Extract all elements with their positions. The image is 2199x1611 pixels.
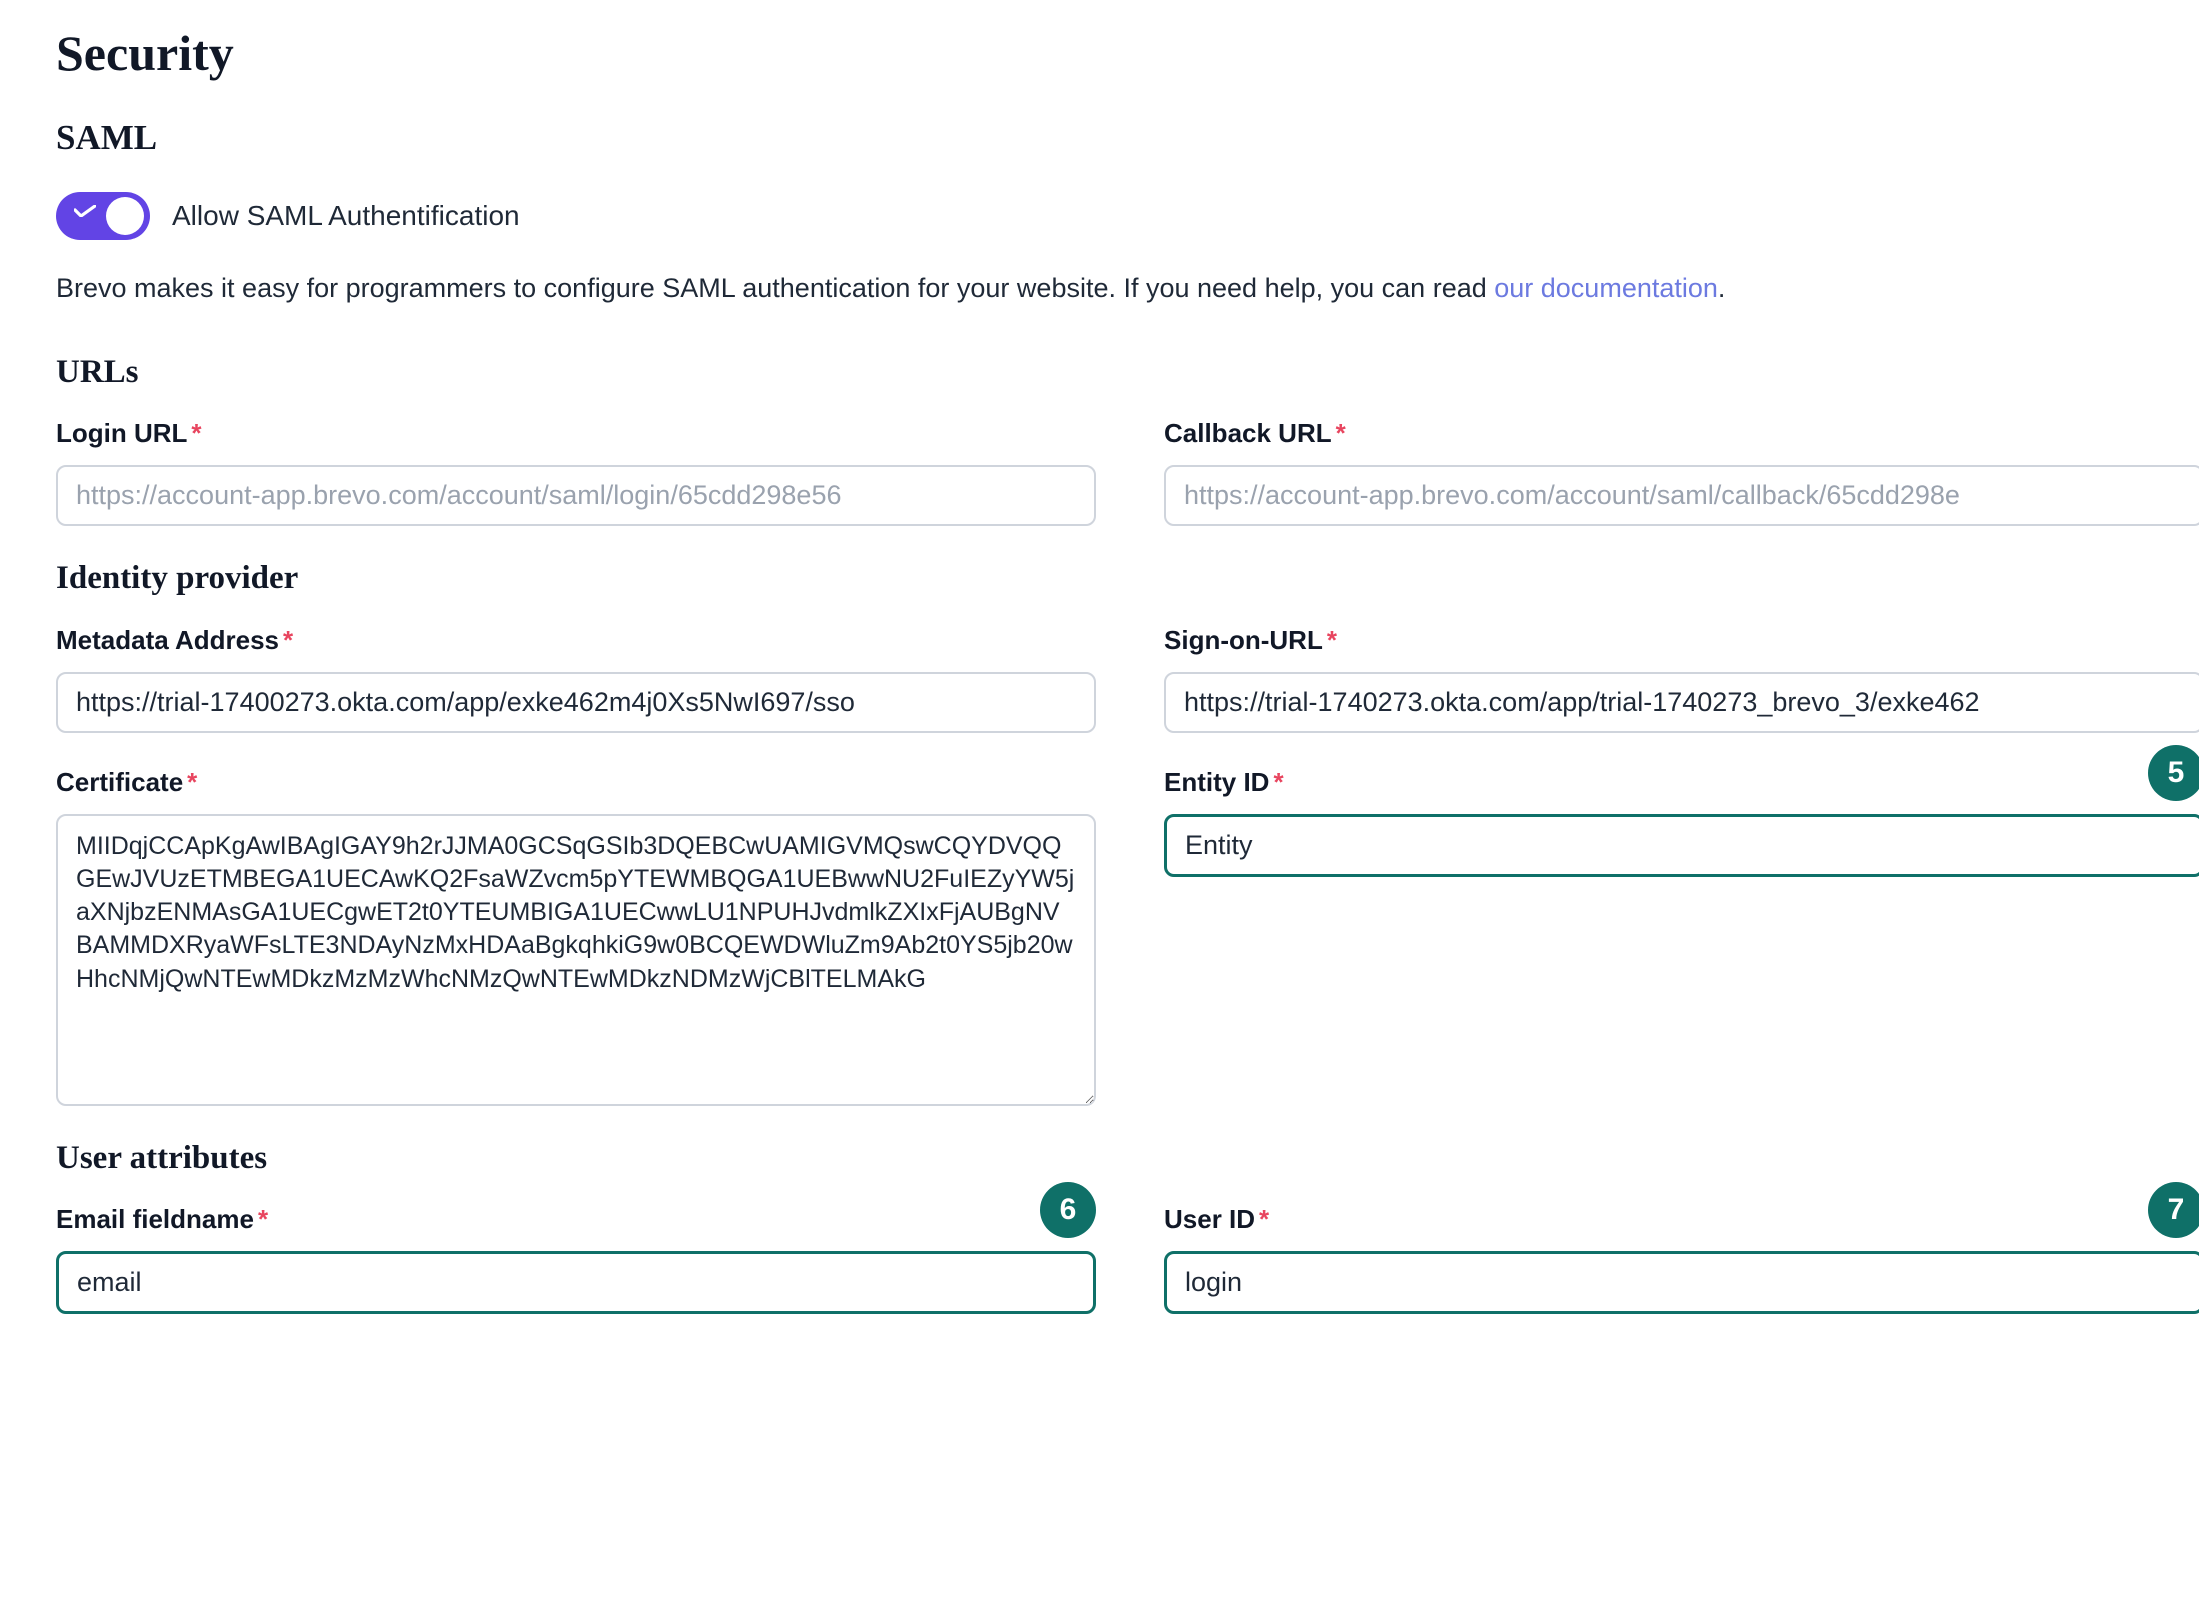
certificate-field [56, 767, 1096, 1106]
email-fieldname-input[interactable] [56, 1251, 1096, 1314]
login-url-label [56, 418, 1096, 449]
documentation-link[interactable]: our documentation [1494, 272, 1718, 303]
required-marker: * [1335, 418, 1346, 449]
user-id-label-text: User ID [1164, 1203, 1256, 1234]
callback-url-field [1164, 418, 2199, 526]
page-title: Security [56, 25, 234, 81]
callback-url-input[interactable] [1164, 465, 2199, 526]
step-badge-6: 6 [1040, 1182, 1096, 1238]
user-id-input[interactable] [1164, 1251, 2199, 1314]
user-id-label [1164, 1204, 2199, 1235]
sign-on-url-label-text: Sign-on-URL [1164, 624, 1323, 655]
required-marker: * [257, 1203, 269, 1234]
step-badge-5: 5 [2148, 745, 2199, 801]
login-url-label-text: Login URL [56, 418, 188, 449]
check-icon [74, 205, 96, 217]
login-url-field [56, 418, 1096, 526]
user-attributes-field-grid [56, 1192, 2185, 1348]
entity-id-label-text: Entity ID [1164, 766, 1270, 797]
allow-saml-toggle-row [56, 192, 2143, 240]
sign-on-url-label [1164, 625, 2199, 656]
required-marker: * [1326, 624, 1337, 655]
sign-on-url-field [1164, 625, 2199, 733]
urls-field-grid [56, 418, 2143, 560]
saml-help-text-after: . [1717, 272, 1726, 303]
allow-saml-toggle[interactable] [56, 192, 150, 240]
entity-id-label [1164, 767, 2199, 798]
allow-saml-toggle-label: Allow SAML Authentification [172, 199, 520, 231]
required-marker: * [191, 418, 202, 449]
identity-provider-group-title: Identity provider [56, 560, 299, 597]
email-fieldname-label [56, 1204, 1096, 1235]
required-marker: * [1259, 1203, 1270, 1234]
saml-help-text [56, 270, 2143, 306]
identity-provider-field-grid [56, 624, 2185, 1140]
email-fieldname-field [56, 1192, 1096, 1314]
certificate-label-text: Certificate [56, 766, 184, 797]
saml-section-title: SAML [56, 118, 158, 157]
login-url-input[interactable] [56, 465, 1096, 526]
toggle-knob [106, 197, 144, 235]
required-marker: * [1273, 766, 1284, 797]
callback-url-label [1164, 418, 2199, 449]
metadata-address-field [56, 625, 1096, 733]
email-fieldname-label-text: Email fieldname [56, 1203, 254, 1234]
step-badge-7: 7 [2148, 1182, 2199, 1238]
metadata-address-input[interactable] [56, 672, 1096, 733]
user-id-field [1164, 1192, 2199, 1314]
required-marker: * [283, 624, 294, 655]
entity-id-field [1164, 755, 2199, 1106]
sign-on-url-input[interactable] [1164, 672, 2199, 733]
user-attributes-group-title: User attributes [56, 1139, 268, 1176]
callback-url-label-text: Callback URL [1164, 418, 1332, 449]
required-marker: * [187, 766, 198, 797]
saml-help-text-before: Brevo makes it easy for programmers to configure SAML authentication for your website. If you need help, you can read [56, 272, 1495, 303]
urls-group-title: URLs [56, 353, 139, 390]
certificate-textarea[interactable] [56, 814, 1096, 1106]
certificate-label [56, 767, 1096, 798]
metadata-address-label [56, 625, 1096, 656]
metadata-address-label-text: Metadata Address [56, 624, 279, 655]
entity-id-input[interactable] [1164, 814, 2199, 877]
